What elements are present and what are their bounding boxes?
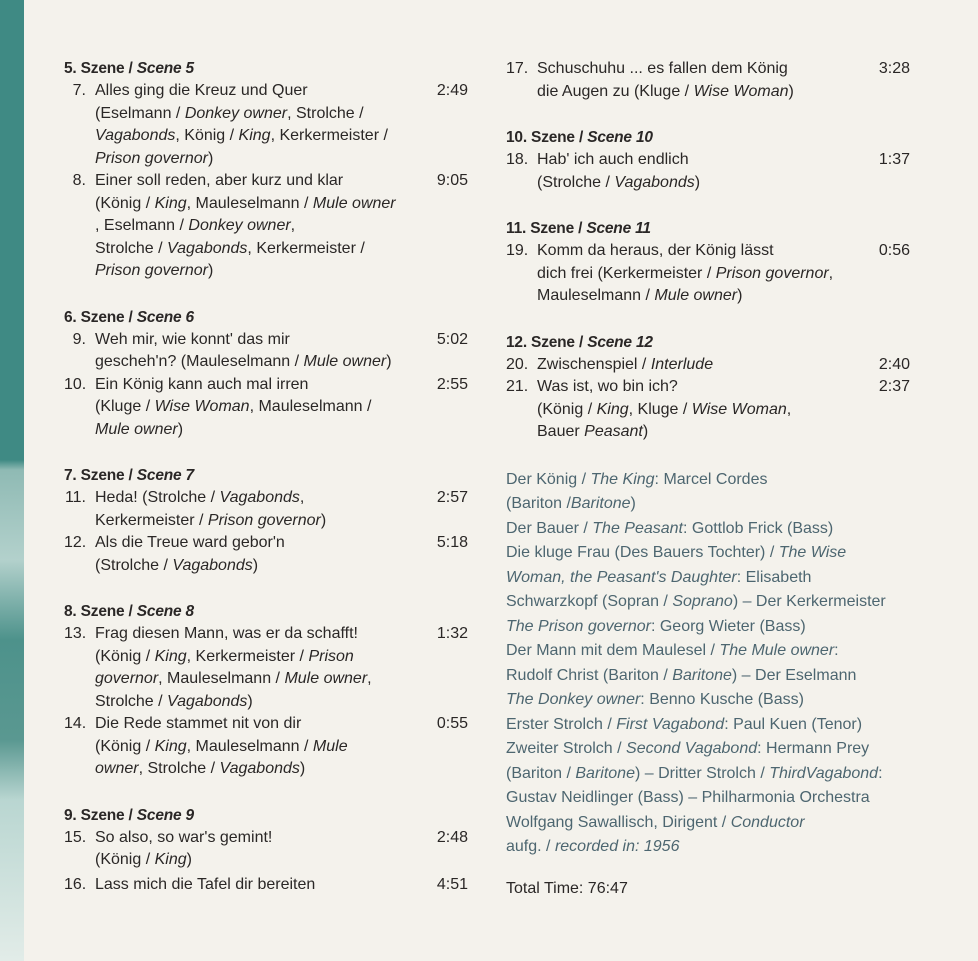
track-number: 18. <box>506 151 529 168</box>
track-title: So also, so war's gemint! (König / King) <box>95 828 273 868</box>
track-title: Was ist, wo bin ich? (König / King, Kluge / Wise Woman, Bauer Peasant) <box>537 378 792 440</box>
credit-line: Wolfgang Sawallisch, Dirigent / Conductor <box>506 813 805 831</box>
track-9 <box>64 329 468 374</box>
track-number: 9. <box>72 330 86 348</box>
tracklist-left-column <box>64 58 468 920</box>
track-number: 20. <box>506 355 529 373</box>
credit-line: The Prison governor: Georg Wieter (Bass) <box>506 617 806 635</box>
track-number: 10. <box>64 375 87 393</box>
track-16 <box>64 874 468 897</box>
track-17 <box>506 58 910 103</box>
scene-heading: 9. Szene / Scene 9 <box>64 806 194 824</box>
credit-line: aufg. / recorded in: 1956 <box>506 838 680 855</box>
credit-line: Erster Strolch / First Vagabond: Paul Kuen (Tenor) <box>506 715 863 733</box>
track-18 <box>506 149 910 194</box>
track-7 <box>64 80 468 170</box>
track-duration: 2:37 <box>878 378 910 395</box>
credit-line: Rudolf Christ (Bariton / Baritone) – Der Eselmann <box>506 666 857 684</box>
scene-5-section <box>64 58 468 283</box>
track-duration: 0:55 <box>436 715 468 732</box>
track-number: 19. <box>506 242 529 259</box>
track-14 <box>64 713 468 781</box>
track-number: 15. <box>64 828 87 846</box>
track-number: 21. <box>506 378 529 395</box>
credit-line: Der Bauer / The Peasant: Gottlob Frick (Bass) <box>506 519 834 537</box>
credit-line: Schwarzkopf (Sopran / Soprano) – Der Kerkermeister <box>506 593 886 610</box>
total-time: Total Time: 76:47 <box>506 879 628 897</box>
credit-line: The Donkey owner: Benno Kusche (Bass) <box>506 691 804 708</box>
track-number: 8. <box>72 172 86 189</box>
credit-line: Der Mann mit dem Maulesel / The Mule owner: <box>506 642 839 659</box>
track-title: Als die Treue ward gebor'n (Strolche / Vagabonds) <box>95 534 285 574</box>
track-title: Schuschuhu ... es fallen dem König die Augen zu (Kluge / Wise Woman) <box>537 60 794 100</box>
scene-9-continued <box>506 58 910 103</box>
track-21 <box>506 376 910 444</box>
track-19 <box>506 240 910 308</box>
track-duration: 5:18 <box>436 534 468 551</box>
track-duration: 2:48 <box>436 828 468 846</box>
track-title: Heda! (Strolche / Vagabonds, Kerkermeister / Prison governor) <box>95 489 327 529</box>
credit-line: Zweiter Strolch / Second Vagabond: Hermann Prey <box>506 740 870 757</box>
track-number: 13. <box>64 625 87 642</box>
track-title: Frag diesen Mann, was er da schafft! (König / King, Kerkermeister / Prison governor, Mauleselmann / Mule owner, Strolche / Vagabonds) <box>95 625 372 710</box>
scene-heading: 7. Szene / Scene 7 <box>64 467 194 484</box>
scene-10-section <box>506 127 910 194</box>
scene-9-section <box>64 805 468 897</box>
cast-credits <box>506 468 910 860</box>
track-number: 16. <box>64 875 87 893</box>
track-number: 11. <box>64 489 86 506</box>
tracklist-right-column <box>506 58 910 900</box>
scene-6-section <box>64 307 468 442</box>
scene-heading: 10. Szene / Scene 10 <box>506 129 653 146</box>
track-10 <box>64 374 468 442</box>
track-duration: 2:49 <box>436 82 468 99</box>
credit-line: (Bariton / Baritone) – Dritter Strolch / ThirdVagabond: <box>506 764 883 782</box>
credit-line: Woman, the Peasant's Daughter: Elisabeth <box>506 568 812 586</box>
scene-12-section <box>506 332 910 444</box>
track-title: Zwischenspiel / Interlude <box>537 355 714 373</box>
credit-line: (Bariton /Baritone) <box>506 495 636 512</box>
track-duration: 4:51 <box>436 875 468 893</box>
track-title: Komm da heraus, der König lässt dich frei (Kerkermeister / Prison governor, Mauleselmann / Mule owner) <box>537 242 834 304</box>
track-number: 14. <box>64 715 87 732</box>
track-title: Hab' ich auch endlich (Strolche / Vagabonds) <box>537 151 701 191</box>
track-20 <box>506 354 910 377</box>
track-13 <box>64 623 468 713</box>
scene-heading: 5. Szene / Scene 5 <box>64 60 194 77</box>
track-duration: 5:02 <box>436 330 468 348</box>
scene-heading: 8. Szene / Scene 8 <box>64 603 194 620</box>
scene-11-section <box>506 218 910 308</box>
track-duration: 3:28 <box>878 60 910 77</box>
track-8 <box>64 170 468 283</box>
credit-line: Gustav Neidlinger (Bass) – Philharmonia Orchestra <box>506 789 870 806</box>
track-number: 7. <box>72 82 86 99</box>
track-duration: 2:40 <box>878 355 910 373</box>
scene-heading: 12. Szene / Scene 12 <box>506 333 653 351</box>
track-duration: 1:37 <box>878 151 910 168</box>
scene-heading: 6. Szene / Scene 6 <box>64 308 194 326</box>
track-title: Einer soll reden, aber kurz und klar (König / King, Mauleselmann / Mule owner , Eselmann / Donkey owner, Strolche / Vagabonds, Kerkermeister / Prison governor) <box>95 172 396 279</box>
track-title: Die Rede stammet nit von dir (König / King, Mauleselmann / Mule owner, Strolche / Vagabonds) <box>95 715 348 777</box>
track-number: 12. <box>64 534 87 551</box>
track-title: Lass mich die Tafel dir bereiten <box>95 875 316 893</box>
track-title: Ein König kann auch mal irren (Kluge / Wise Woman, Mauleselmann / Mule owner) <box>95 375 372 438</box>
track-title: Alles ging die Kreuz und Quer (Eselmann / Donkey owner, Strolche / Vagabonds, König / King, Kerkermeister / Prison governor) <box>95 82 388 167</box>
credit-line: Der König / The King: Marcel Cordes <box>506 470 768 488</box>
track-11 <box>64 487 468 532</box>
credit-line: Die kluge Frau (Des Bauers Tochter) / The Wise <box>506 544 847 561</box>
track-duration: 0:56 <box>878 242 910 259</box>
track-title: Weh mir, wie konnt' das mir gescheh'n? (Mauleselmann / Mule owner) <box>95 330 392 370</box>
track-duration: 1:32 <box>436 625 468 642</box>
track-duration: 2:55 <box>436 375 468 393</box>
scene-7-section <box>64 465 468 577</box>
scene-heading: 11. Szene / Scene 11 <box>506 220 651 237</box>
track-number: 17. <box>506 60 529 77</box>
track-15 <box>64 827 468 872</box>
teal-edge-strip <box>0 0 24 961</box>
track-duration: 9:05 <box>436 172 468 189</box>
scene-8-section <box>64 601 468 781</box>
track-12 <box>64 532 468 577</box>
track-duration: 2:57 <box>436 489 468 506</box>
